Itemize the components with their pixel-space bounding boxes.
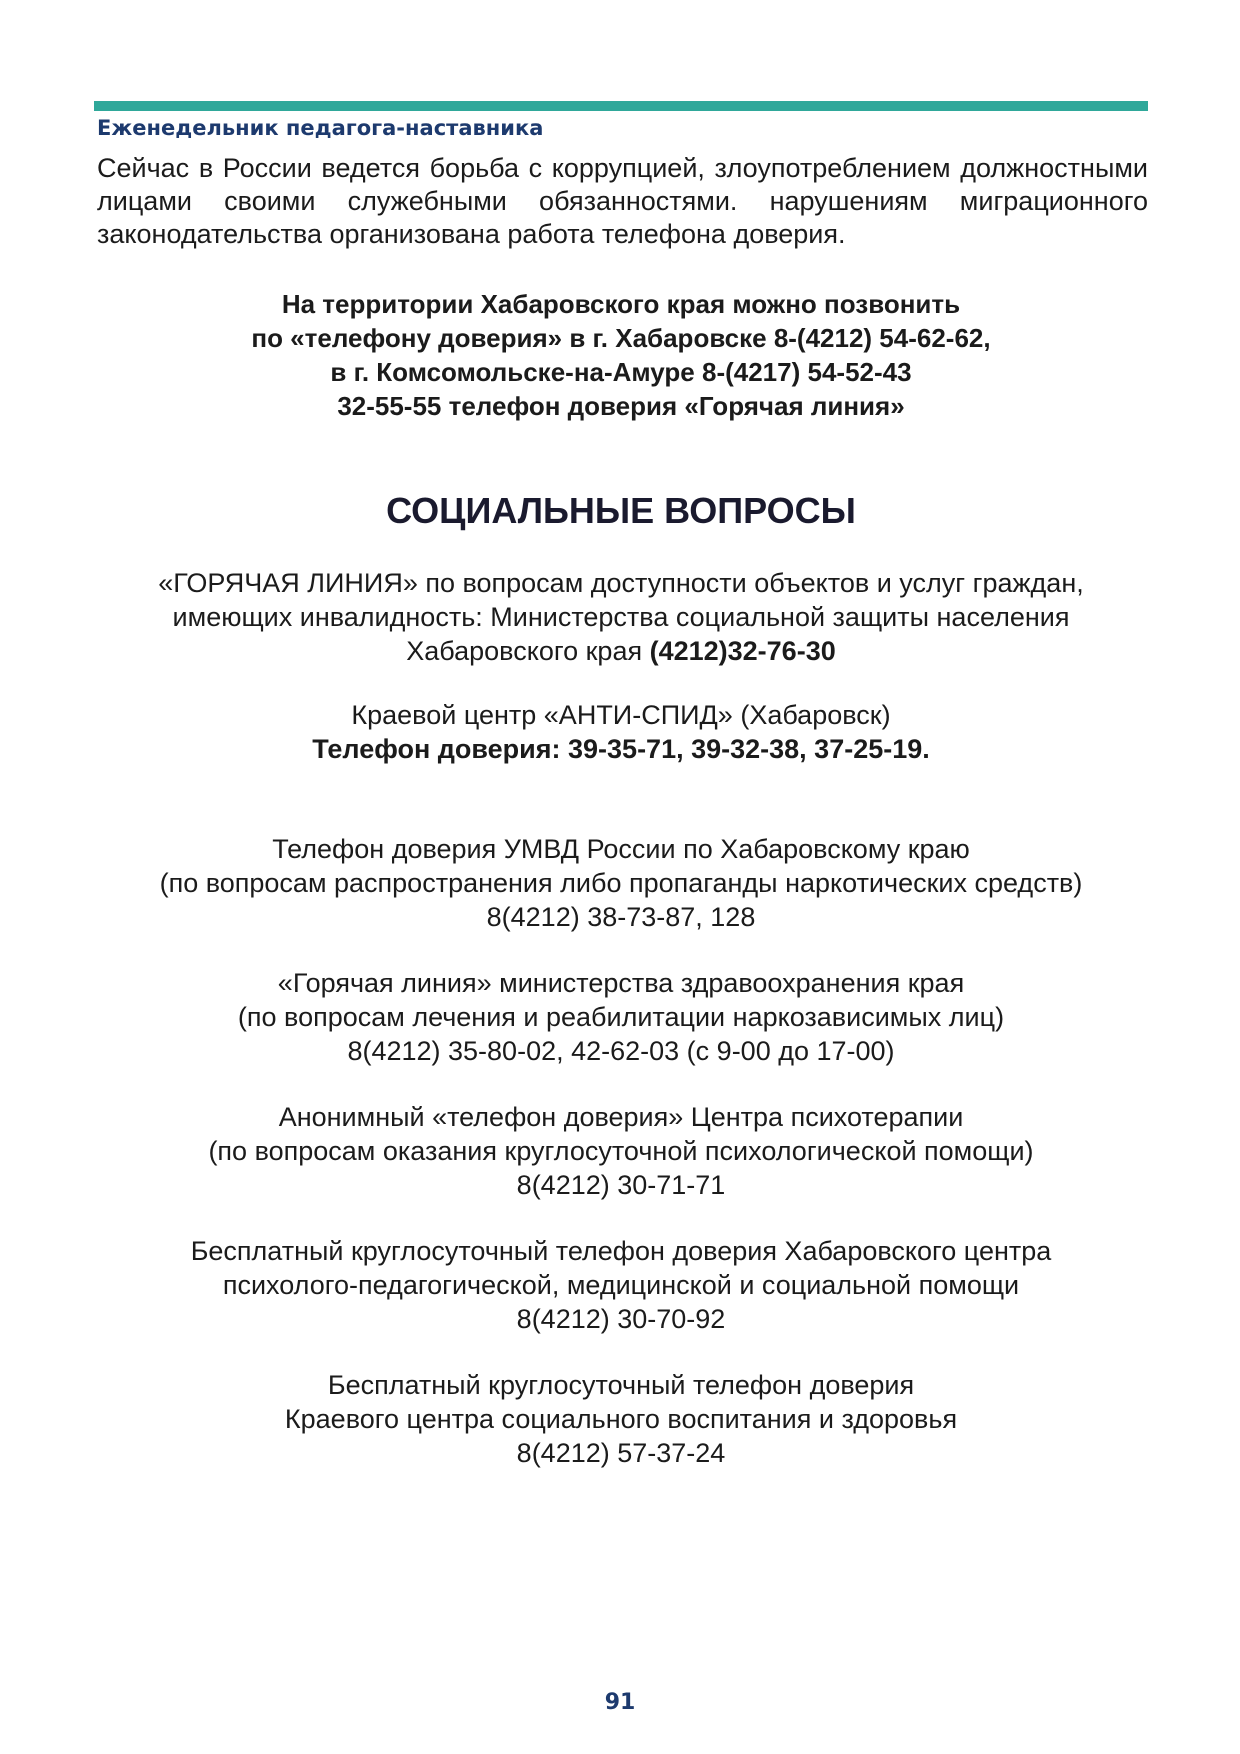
contact-line: Телефон доверия УМВД России по Хабаровскому краю: [272, 834, 970, 864]
contact-line: имеющих инвалидность: Министерства социальной защиты населения: [172, 602, 1070, 632]
contact-line-text: Хабаровского края: [406, 636, 650, 666]
khabarovsk-line-1: На территории Хабаровского края можно позвонить: [281, 289, 961, 319]
section-title: СОЦИАЛЬНЫЕ ВОПРОСЫ: [386, 490, 856, 531]
running-header-title: Еженедельник педагога-наставника: [97, 116, 544, 140]
intro-paragraph: Сейчас в России ведется борьба с коррупцией, злоупотреблением должностными лицами своими служебными обязанностями. нарушениям миграционного законодательства организована работа телефона доверия.: [97, 153, 1148, 249]
contact-line: (по вопросам лечения и реабилитации наркозависимых лиц): [237, 1002, 1005, 1032]
contact-phone: 8(4212) 38-73-87, 128: [486, 902, 756, 932]
contact-phone: 8(4212) 30-71-71: [516, 1170, 726, 1200]
contact-line: (по вопросам оказания круглосуточной психологической помощи): [208, 1136, 1034, 1166]
contact-phone: (4212)32-76-30: [649, 636, 836, 666]
khabarovsk-line-2: по «телефону доверия» в г. Хабаровске 8-(4212) 54-62-62,: [251, 323, 991, 353]
contact-line: Краевой центр «АНТИ-СПИД» (Хабаровск): [351, 700, 891, 730]
contact-phone: Телефон доверия: 39-35-71, 39-32-38, 37-25-19.: [312, 734, 930, 764]
contact-line: Краевого центра социального воспитания и здоровья: [284, 1404, 958, 1434]
contact-line: Бесплатный круглосуточный телефон доверия Хабаровского центра: [190, 1236, 1052, 1266]
contact-anti-aids-center: [94, 698, 1148, 766]
khabarovsk-line-4: 32-55-55 телефон доверия «Горячая линия»: [337, 391, 905, 421]
header-accent-rule: [94, 101, 1148, 111]
khabarovsk-line-3: в г. Комсомольске-на-Амуре 8-(4217) 54-52-43: [330, 357, 912, 387]
contact-phone: 8(4212) 35-80-02, 42-62-03 (с 9-00 до 17-00): [347, 1036, 895, 1066]
contact-phone: 8(4212) 30-70-92: [516, 1304, 726, 1334]
contact-line: (по вопросам распространения либо пропаганды наркотических средств): [159, 868, 1083, 898]
contact-ppms-center: [94, 1234, 1148, 1336]
contact-line: [94, 634, 1148, 668]
contact-line: «Горячая линия» министерства здравоохранения края: [277, 968, 965, 998]
contact-line: Анонимный «телефон доверия» Центра психотерапии: [278, 1102, 964, 1132]
contact-line: Бесплатный круглосуточный телефон доверия: [327, 1370, 915, 1400]
contact-social-upbringing-center: [94, 1368, 1148, 1470]
contact-phone: 8(4212) 57-37-24: [516, 1438, 726, 1468]
contact-health-ministry-hotline: [94, 966, 1148, 1068]
contact-accessibility-hotline: [94, 566, 1148, 668]
contact-line: психолого-педагогической, медицинской и социальной помощи: [222, 1270, 1020, 1300]
contact-psychotherapy-center: [94, 1100, 1148, 1202]
page-number: 91: [604, 1690, 636, 1715]
contact-line: «ГОРЯЧАЯ ЛИНИЯ» по вопросам доступности объектов и услуг граждан,: [158, 568, 1084, 598]
contact-umvd-hotline: [94, 832, 1148, 934]
khabarovsk-hotline-block: [94, 287, 1148, 423]
